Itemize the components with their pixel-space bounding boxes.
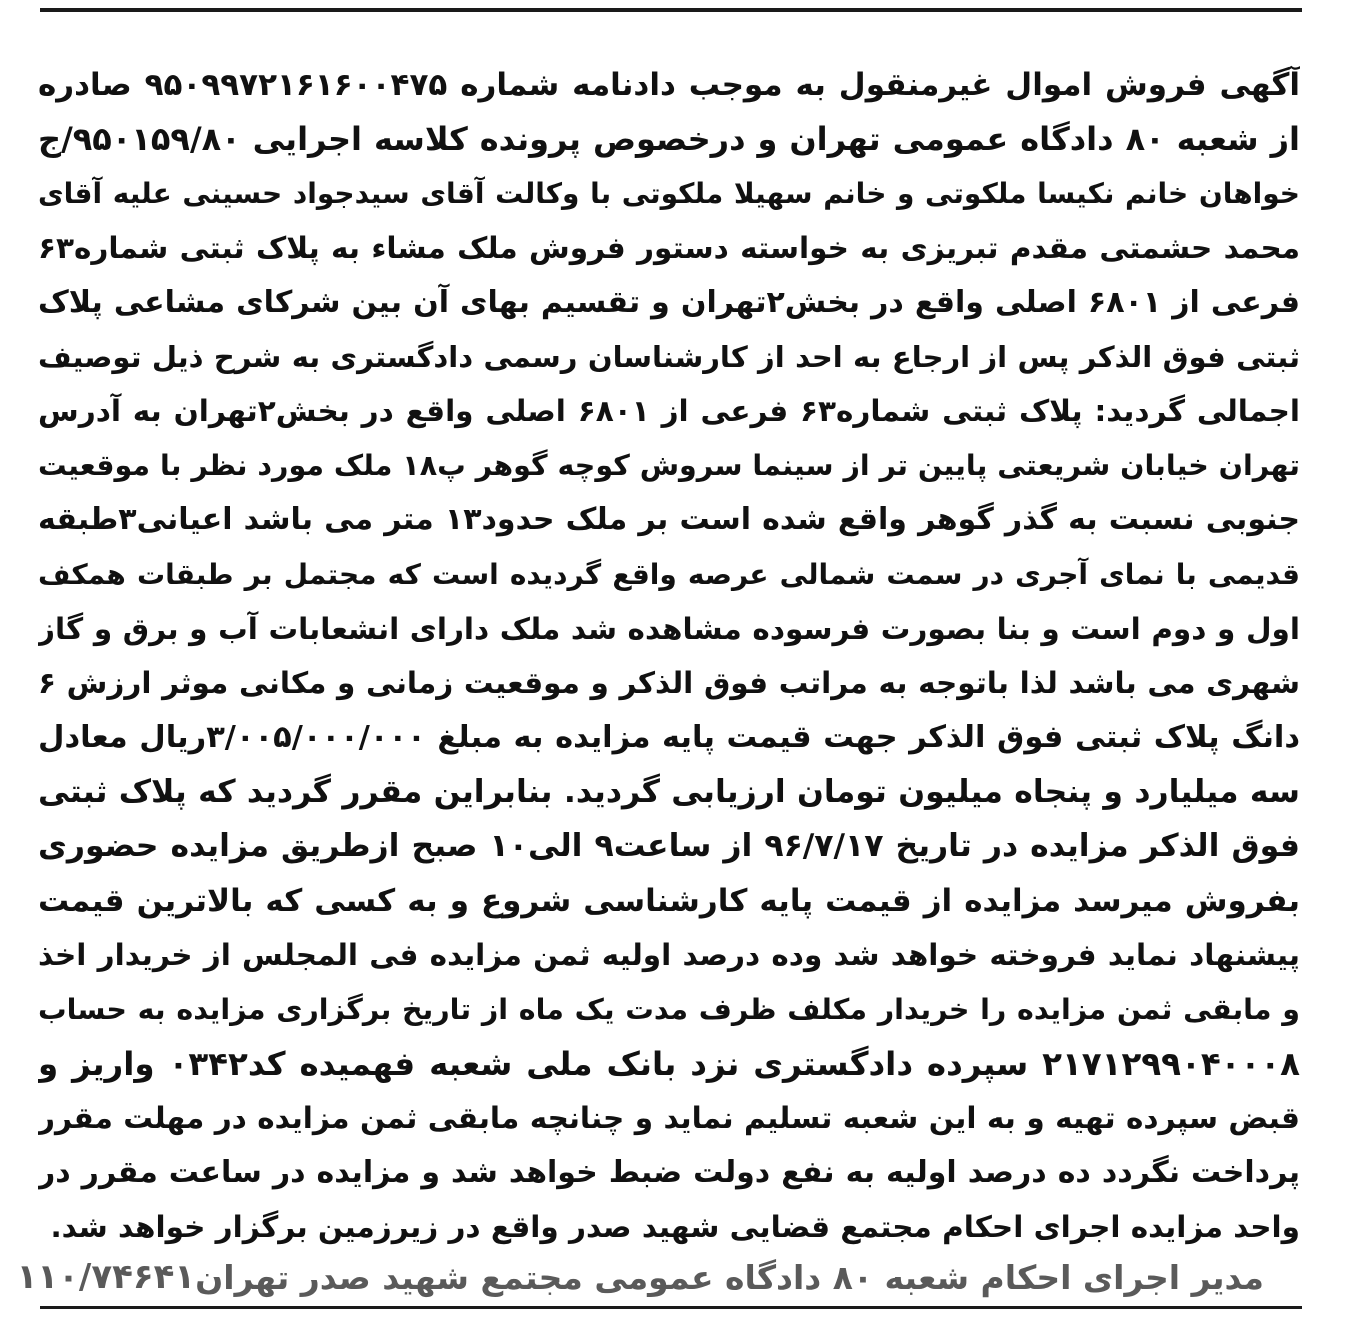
notice-line: دانگ پلاک ثبتی فوق الذکر جهت قیمت پایه مزایده به مبلغ ۳/۰۰۵/۰۰۰/۰۰۰ریال معادل bbox=[38, 719, 1300, 755]
notice-line: پیشنهاد نماید فروخته خواهد شد وده درصد اولیه ثمن مزایده فی المجلس از خریدار اخذ bbox=[38, 938, 1300, 973]
notice-line: پرداخت نگردد ده درصد اولیه به نفع دولت ضبط خواهد شد و مزایده در ساعت مقرر در bbox=[38, 1154, 1300, 1190]
reference-number: ۱۱۰/۷۴۶۴۱ bbox=[16, 1257, 196, 1297]
notice-line: سه میلیارد و پنجاه میلیون تومان ارزیابی گردید. بنابراین مقرر گردید که پلاک ثبتی bbox=[38, 774, 1300, 811]
notice-line: بفروش میرسد مزایده از قیمت پایه کارشناسی شروع و به کسی که بالاترین قیمت bbox=[38, 882, 1300, 919]
notice-line: خواهان خانم نکیسا ملکوتی و خانم سهیلا ملکوتی با وکالت آقای سیدجواد حسینی علیه آقای bbox=[38, 176, 1300, 210]
signatory: مدیر اجرای احکام شعبه ۸۰ دادگاه عمومی مجتمع شهید صدر تهران bbox=[195, 1257, 1264, 1297]
notice-line: ثبتی فوق الذکر پس از ارجاع به احد از کارشناسان رسمی دادگستری به شرح ذیل توصیف bbox=[38, 339, 1300, 374]
notice-line: شهری می باشد لذا باتوجه به مراتب فوق الذکر و موقعیت زمانی و مکانی موثر ارزش ۶ bbox=[38, 666, 1300, 701]
notice-line: تهران خیابان شریعتی پایین تر از سینما سروش کوچه گوهر پ۱۸ ملک مورد نظر با موقعیت bbox=[38, 448, 1300, 482]
notice-line: آگهی فروش اموال غیرمنقول به موجب دادنامه شماره ۹۵۰۹۹۷۲۱۶۱۶۰۰۴۷۵ صادره bbox=[38, 67, 1300, 103]
notice-line: اول و دوم است و بنا بصورت فرسوده مشاهده شد ملک دارای انشعابات آب و برق و گاز bbox=[38, 611, 1300, 646]
bottom-border bbox=[40, 1306, 1302, 1309]
notice-line: فوق الذکر مزایده در تاریخ ۹۶/۷/۱۷ از ساعت۹ الی۱۰ صبح ازطریق مزایده حضوری bbox=[38, 828, 1300, 865]
notice-line: اجمالی گردید: پلاک ثبتی شماره۶۳ فرعی از ۶۸۰۱ اصلی واقع در بخش۲تهران به آدرس bbox=[38, 394, 1300, 429]
notice-line: قدیمی با نمای آجری در سمت شمالی عرصه واقع گردیده است که مجتمل بر طبقات همکف bbox=[38, 557, 1300, 591]
notice-line: فرعی از ۶۸۰۱ اصلی واقع در بخش۲تهران و تقسیم بهای آن بین شرکای مشاعی پلاک bbox=[38, 284, 1300, 320]
notice-line: جنوبی نسبت به گذر گوهر واقع شده است بر ملک حدود۱۳ متر می باشد اعیانی۳طبقه bbox=[38, 502, 1300, 538]
top-border bbox=[40, 8, 1302, 12]
notice-body bbox=[38, 58, 1300, 1255]
notice-line: قبض سپرده تهیه و به این شعبه تسلیم نماید و چنانچه مابقی ثمن مزایده در مهلت مقرر bbox=[38, 1101, 1300, 1136]
notice-line: و مابقی ثمن مزایده را خریدار مکلف ظرف مدت یک ماه از تاریخ برگزاری مزایده به حساب bbox=[38, 992, 1300, 1026]
notice-line: ۲۱۷۱۲۹۹۰۴۰۰۰۸ سپرده دادگستری نزد بانک ملی شعبه فهمیده کد۰۳۴۲ واریز و bbox=[38, 1045, 1300, 1084]
notice-footer bbox=[16, 1250, 1302, 1304]
notice-line: از شعبه ۸۰ دادگاه عمومی تهران و درخصوص پرونده کلاسه اجرایی ۹۵۰۱۵۹/۸۰/ج bbox=[38, 120, 1300, 159]
notice-line: واحد مزایده اجرای احکام مجتمع قضایی شهید صدر واقع در زیرزمین برگزار خواهد شد. bbox=[50, 1210, 1300, 1245]
notice-line: محمد حشمتی مقدم تبریزی به خواسته دستور فروش ملک مشاء به پلاک ثبتی شماره۶۳ bbox=[38, 231, 1300, 266]
